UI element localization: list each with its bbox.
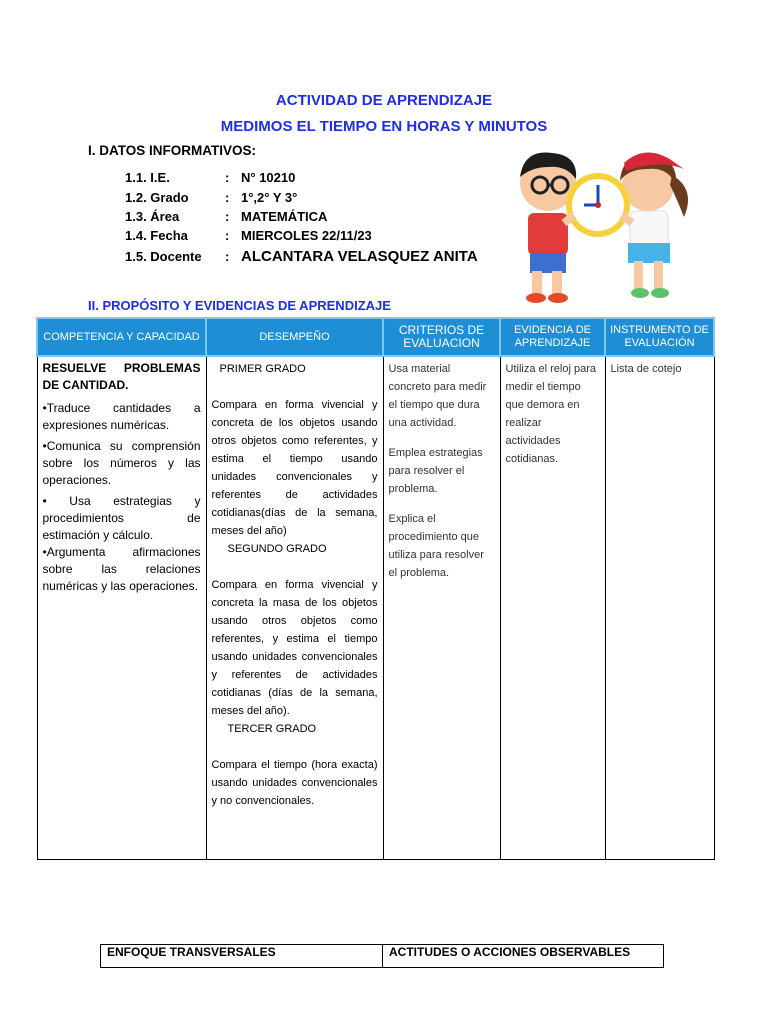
purpose-evidence-table [36,317,715,860]
grade-second-label: SEGUNDO GRADO [227,543,327,555]
grade-third-text: Compara el tiempo (hora exacta) usando unidades convencionales y no convencionales. [211,759,378,807]
header-instrumento: INSTRUMENTO DE EVALUACIÓN [605,318,714,356]
competencia-title: RESUELVE PROBLEMAS DE CANTIDAD. [42,361,201,392]
criterio-item: Emplea estrategias para resolver el problema. [388,447,483,495]
instrumento-text: Lista de cotejo [610,363,682,375]
competencia-item: •Traduce cantidades a expresiones numéricas. [42,401,201,432]
document-subtitle: MEDIMOS EL TIEMPO EN HORAS Y MINUTOS [220,118,548,135]
cell-instrumento [605,356,714,860]
info-row-area: 1.3. Área : MATEMÁTICA [125,209,328,224]
info-row-ie: 1.1. I.E. : N° 10210 [125,170,296,185]
cell-evidencia [500,356,605,860]
cell-desempeno [206,356,383,860]
info-row-docente: 1.5. Docente : ALCANTARA VELASQUEZ ANITA [125,248,478,265]
cell-criterios [383,356,500,860]
header-criterios: CRITERIOS DE EVALUACION [383,318,500,356]
children-clock-illustration [500,145,700,310]
criterio-item: Usa material concreto para medir el tiempo que dura una actividad. [388,363,487,429]
info-row-grado: 1.2. Grado : 1°,2° Y 3° [125,190,298,205]
competencia-item: • Usa estrategias y procedimientos de estimación y cálculo. [42,494,201,542]
header-competencia: COMPETENCIA Y CAPACIDAD [37,318,206,356]
header-actitudes: ACTITUDES O ACCIONES OBSERVABLES [383,945,664,968]
criterio-item: Explica el procedimiento que utiliza para resolver el problema. [388,513,484,579]
grade-first-text: Compara en forma vivencial y concreta de los objetos usando otros objetos como referentes, y estima el tiempo usando unidades convencionales y referentes de actividades cotidianas(días de la semana, meses del año) [211,399,378,537]
cell-competencia [37,356,206,860]
info-row-fecha: 1.4. Fecha : MIERCOLES 22/11/23 [125,228,372,243]
section-1-title: I. DATOS INFORMATIVOS: [88,143,256,158]
transversal-approach-table [100,944,664,968]
header-enfoque: ENFOQUE TRANSVERSALES [101,945,383,968]
grade-second-text: Compara en forma vivencial y concreta la masa de los objetos usando otros objetos como referentes, y estima el tiempo usando unidades convencionales y referentes de actividades cotidianas (días de la semana, meses del año). [211,579,378,717]
competencia-item: •Argumenta afirmaciones sobre las relaciones numéricas y las operaciones. [42,545,201,593]
grade-third-label: TERCER GRADO [227,723,317,735]
header-evidencia: EVIDENCIA DE APRENDIZAJE [500,318,605,356]
document-title: ACTIVIDAD DE APRENDIZAJE [275,92,493,109]
section-2-title: II. PROPÓSITO Y EVIDENCIAS DE APRENDIZAJE [88,298,391,313]
header-desempeno: DESEMPEÑO [206,318,383,356]
competencia-item: •Comunica su comprensión sobre los números y las operaciones. [42,439,201,487]
evidencia-text: Utiliza el reloj para medir el tiempo que demora en realizar actividades cotidianas. [505,363,596,465]
grade-first-label: PRIMER GRADO [219,363,306,375]
